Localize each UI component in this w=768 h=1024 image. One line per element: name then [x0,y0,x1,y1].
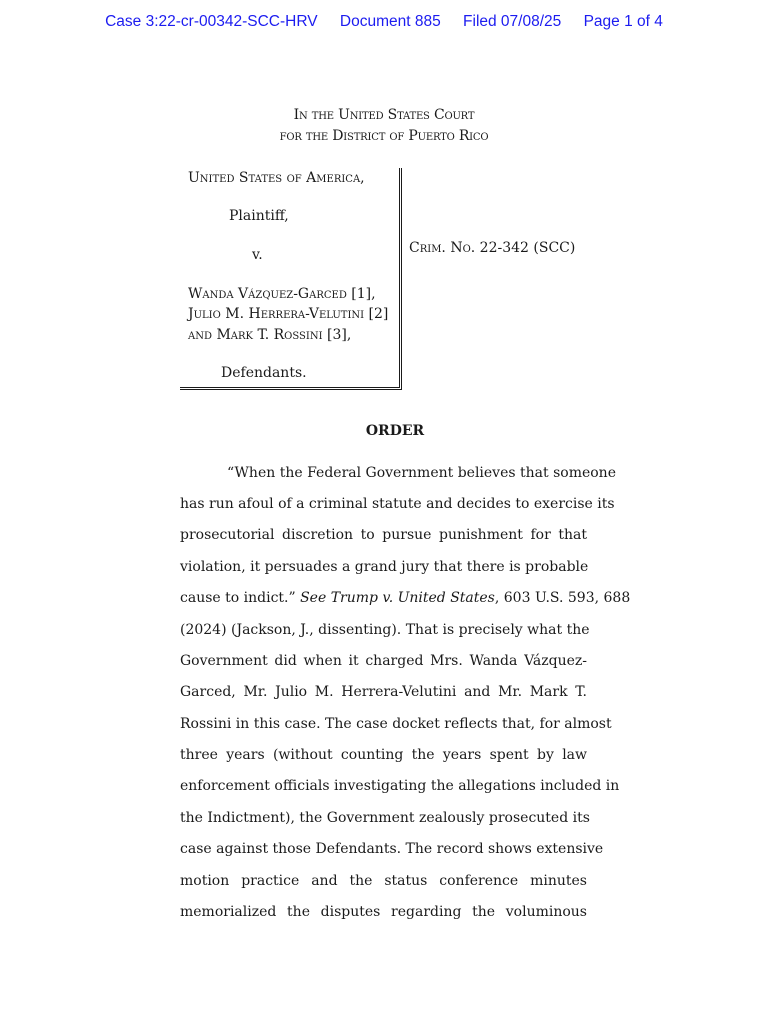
court-name-line-2: for the District of Puerto Rico [279,128,489,144]
body-line: motion practice and the status conference minutes [180,873,587,889]
pdf-filing-header [0,13,768,31]
body-text: cause to indict.” [180,590,296,606]
case-citation-italic: See Trump v. United States [300,590,495,606]
body-line-citation [180,590,631,606]
plaintiff-name: United States of America, [188,170,365,186]
body-line: violation, it persuades a grand jury that there is probable [180,559,589,575]
body-line: prosecutorial discretion to pursue punishment for that [180,527,587,543]
court-name-line-1: In the United States Court [293,107,475,123]
page-indicator-header: Page 1 of 4 [583,13,663,30]
body-line: Garced, Mr. Julio M. Herrera-Velutini and Mr. Mark T. [180,684,587,700]
case-caption-box [180,168,402,390]
defendant-2-name: Julio M. Herrera-Velutini [2] [188,306,389,322]
body-line: memorialized the disputes regarding the voluminous [180,904,587,920]
body-text: , 603 U.S. 593, 688 [494,590,631,606]
body-line: (2024) (Jackson, J., dissenting). That is precisely what the [180,622,590,638]
defendant-role: Defendants. [221,365,307,381]
body-line: Government did when it charged Mrs. Wanda Vázquez- [180,653,587,669]
filed-date-header: Filed 07/08/25 [463,13,562,30]
defendant-1-name: Wanda Vázquez-Garced [1], [188,286,376,302]
body-line: “When the Federal Government believes that someone [227,465,616,481]
body-line: Rossini in this case. The case docket reflects that, for almost [180,716,612,732]
criminal-case-number: Crim. No. 22-342 (SCC) [409,240,576,256]
defendant-3-name: and Mark T. Rossini [3], [188,327,352,343]
versus-label: v. [252,247,263,263]
body-line: enforcement officials investigating the allegations included in [180,778,620,794]
plaintiff-role: Plaintiff, [229,208,289,224]
document-number-header: Document 885 [339,13,441,30]
case-number-header: Case 3:22-cr-00342-SCC-HRV [105,13,318,30]
body-line: three years (without counting the years spent by law [180,747,587,763]
body-line: case against those Defendants. The record shows extensive [180,841,604,857]
order-title: ORDER [365,423,425,439]
body-line: the Indictment), the Government zealously prosecuted its [180,810,590,826]
body-line: has run afoul of a criminal statute and decides to exercise its [180,496,615,512]
